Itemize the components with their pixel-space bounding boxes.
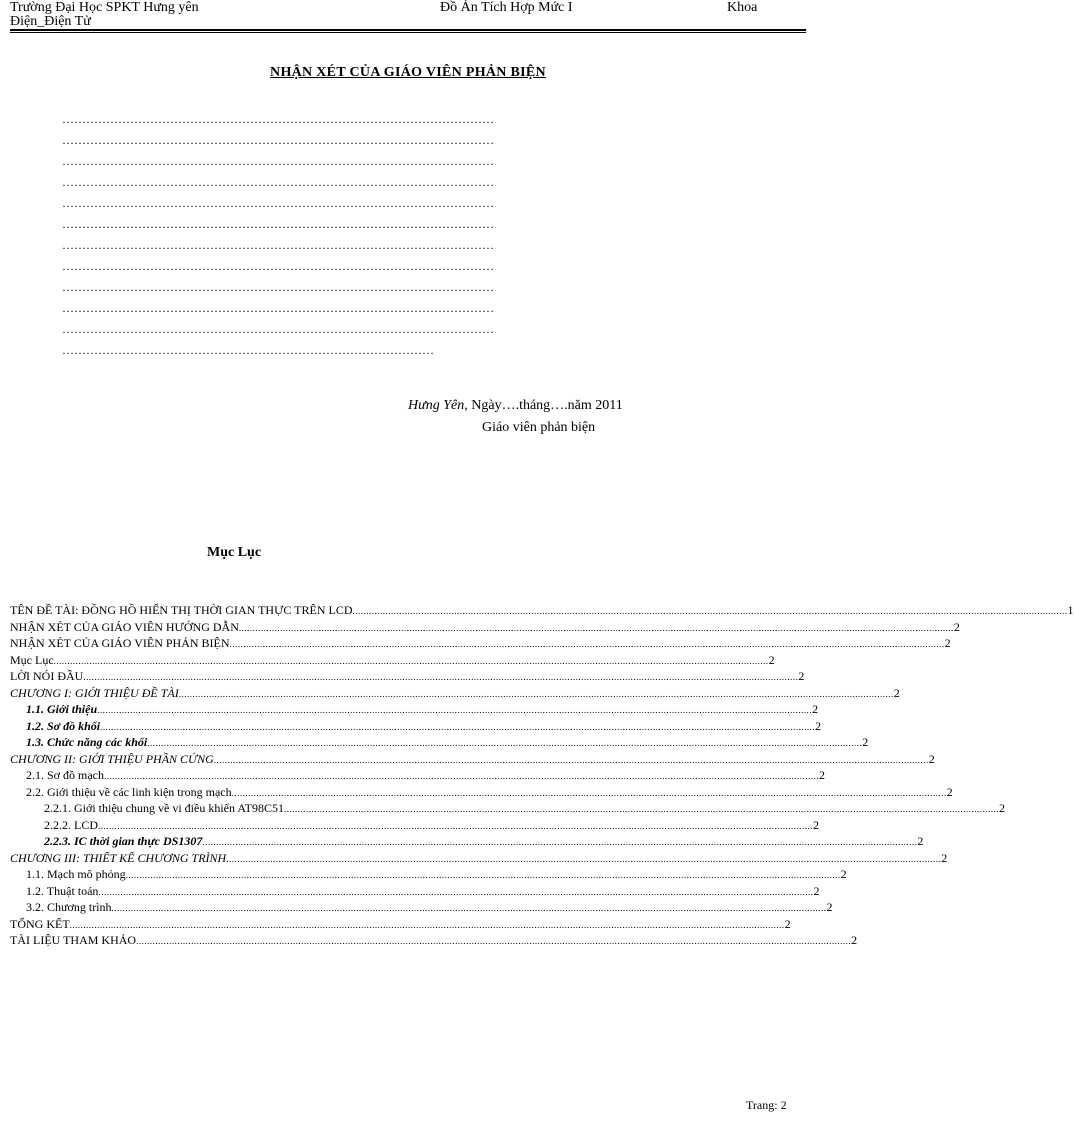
toc-entry-title: 2.2. Giới thiệu về các linh kiện trong mạch xyxy=(26,784,232,799)
toc-dot-leader: .................................................................................................................................................................................................................................................................... xyxy=(111,903,827,913)
dot-line: ……………………………………………………………………………………………… xyxy=(62,112,494,126)
toc-dot-leader: .................................................................................................................................................................................................................................................................... xyxy=(100,721,816,732)
toc-dot-leader: .................................................................................................................................................................................................................................................................... xyxy=(202,837,918,847)
toc-entry-title: 1.1. Giới thiệu xyxy=(26,702,98,716)
toc-entry[interactable] xyxy=(10,800,1005,817)
toc-entry-title: 1.3. Chức năng các khối xyxy=(26,735,148,749)
review-title: NHẬN XÉT CỦA GIÁO VIÊN PHẢN BIỆN xyxy=(270,65,546,80)
toc-entry[interactable] xyxy=(10,817,819,834)
toc-entry[interactable] xyxy=(10,619,960,636)
dot-line: ……………………………………………………………………………………………… xyxy=(62,154,494,168)
toc-entry[interactable] xyxy=(10,652,775,669)
page-number: Trang: 2 xyxy=(746,1098,787,1112)
toc-entry-title: NHẬN XÉT CỦA GIÁO VIÊN PHẢN BIỆN xyxy=(10,636,230,650)
toc-entry[interactable] xyxy=(10,784,953,801)
toc-entry[interactable] xyxy=(10,718,822,735)
toc-entry-title: Mục Lục xyxy=(10,652,54,667)
toc-entry-title: 2.1. Sơ đồ mạch xyxy=(26,768,105,782)
toc-entry[interactable] xyxy=(10,701,819,718)
dot-line: ……………………………………………………………………………………………… xyxy=(62,259,494,273)
toc-entry-title: 1.2. Thuật toán xyxy=(26,883,99,898)
toc-entry-title: TÀI LIỆU THAM KHẢO xyxy=(10,933,137,947)
toc-entry[interactable] xyxy=(10,932,858,949)
toc-entry-page: 1 xyxy=(1067,603,1074,617)
toc-entry[interactable] xyxy=(10,833,924,850)
toc-dot-leader: .................................................................................................................................................................................................................................................................... xyxy=(97,705,813,715)
toc-dot-leader: .................................................................................................................................................................................................................................................................... xyxy=(136,936,852,946)
toc-entry-page: 2 xyxy=(798,669,805,683)
toc-dot-leader: .................................................................................................................................................................................................................................................................... xyxy=(352,606,1068,616)
toc-entry[interactable] xyxy=(10,635,951,652)
toc-entry[interactable] xyxy=(10,866,847,883)
header-school: Trường Đại Học SPKT Hưng yên xyxy=(10,0,199,15)
dot-line: ……………………………………………………………………………………………… xyxy=(62,238,494,252)
toc-entry-page: 2 xyxy=(815,718,822,733)
toc-entry-title: 1.1. Mạch mô phỏng xyxy=(26,867,126,881)
signature-date-line xyxy=(408,398,623,414)
toc-dot-leader: .................................................................................................................................................................................................................................................................... xyxy=(178,688,894,699)
toc-entry-page: 2 xyxy=(999,801,1005,815)
dot-line: ………………………………………………………………………………… xyxy=(62,343,434,357)
toc-entry-page: 2 xyxy=(768,652,775,667)
header-rule-thick xyxy=(10,29,806,31)
toc-entry-title: 1.2. Sơ đồ khối xyxy=(26,718,101,733)
toc-entry-title: CHƯƠNG II: GIỚI THIỆU PHẦN CỨNG xyxy=(10,751,214,766)
toc-entry[interactable] xyxy=(10,751,935,768)
toc-dot-leader: .................................................................................................................................................................................................................................................................... xyxy=(229,639,945,649)
dot-line: ……………………………………………………………………………………………… xyxy=(62,175,494,189)
toc-entry[interactable] xyxy=(10,602,1074,619)
signature-date: , Ngày….tháng….năm 2011 xyxy=(464,398,623,413)
toc-dot-leader: .................................................................................................................................................................................................................................................................... xyxy=(98,820,813,831)
toc-entry-page: 2 xyxy=(953,619,960,634)
toc-dot-leader: .................................................................................................................................................................................................................................................................... xyxy=(98,886,814,897)
toc-entry[interactable] xyxy=(10,668,805,685)
toc-entry-title: LỜI NÓI ĐẦU xyxy=(10,669,84,683)
toc-heading: Mục Lục xyxy=(207,545,262,560)
table-of-contents xyxy=(10,602,1074,949)
toc-entry-title: CHƯƠNG I: GIỚI THIỆU ĐỀ TÀI xyxy=(10,685,179,700)
header-project: Đồ Án Tích Hợp Mức I xyxy=(440,0,573,15)
dot-line: ……………………………………………………………………………………………… xyxy=(62,322,494,336)
toc-entry-title: 2.2.2. LCD xyxy=(44,817,98,832)
toc-entry[interactable] xyxy=(10,916,791,933)
toc-entry-title: NHẬN XÉT CỦA GIÁO VIÊN HƯỚNG DẪN xyxy=(10,619,239,634)
toc-entry-title: 2.2.3. IC thời gian thực DS1307 xyxy=(44,834,203,848)
toc-entry-page: 2 xyxy=(819,768,826,782)
toc-entry-page: 2 xyxy=(917,834,924,848)
toc-entry-page: 2 xyxy=(941,850,948,865)
toc-entry-page: 2 xyxy=(813,883,820,898)
dot-line: ……………………………………………………………………………………………… xyxy=(62,301,494,315)
toc-entry-page: 2 xyxy=(826,900,833,914)
dot-line: ……………………………………………………………………………………………… xyxy=(62,217,494,231)
toc-entry-page: 2 xyxy=(928,751,935,766)
header-department: Điện_Điện Tử xyxy=(10,14,91,29)
toc-entry-page: 2 xyxy=(784,916,791,931)
signature-role: Giáo viên phản biện xyxy=(482,420,596,435)
dot-line: ……………………………………………………………………………………………… xyxy=(62,280,494,294)
toc-dot-leader: .................................................................................................................................................................................................................................................................... xyxy=(147,738,863,748)
toc-entry[interactable] xyxy=(10,685,900,702)
header-rule-thin xyxy=(10,32,806,33)
toc-dot-leader: .................................................................................................................................................................................................................................................................... xyxy=(83,672,799,682)
toc-dot-leader: .................................................................................................................................................................................................................................................................... xyxy=(69,919,785,930)
toc-entry[interactable] xyxy=(10,734,869,751)
toc-dot-leader: .................................................................................................................................................................................................................................................................... xyxy=(104,771,820,781)
toc-entry[interactable] xyxy=(10,883,820,900)
dot-line: ……………………………………………………………………………………………… xyxy=(62,196,494,210)
signature-place: Hưng Yên xyxy=(408,398,465,413)
toc-entry-title: TÊN ĐỀ TÀI: ĐỒNG HỒ HIỂN THỊ THỜI GIAN THỰC TRÊN LCD xyxy=(10,603,353,617)
toc-entry[interactable] xyxy=(10,850,948,867)
toc-entry-title: 3.2. Chương trình xyxy=(26,900,112,914)
toc-dot-leader: .................................................................................................................................................................................................................................................................... xyxy=(53,655,769,666)
toc-entry-page: 2 xyxy=(813,817,819,832)
toc-entry-page: 2 xyxy=(840,867,847,881)
toc-dot-leader: .................................................................................................................................................................................................................................................................... xyxy=(125,870,841,880)
toc-entry-page: 2 xyxy=(946,784,953,799)
dot-line: ……………………………………………………………………………………………… xyxy=(62,133,494,147)
toc-entry-title: TỔNG KẾT xyxy=(10,916,70,931)
toc-entry-title: 2.2.1. Giới thiệu chung về vi điều khiển AT98C51 xyxy=(44,801,284,815)
toc-entry-page: 2 xyxy=(862,735,869,749)
toc-entry-page: 2 xyxy=(812,702,819,716)
review-dot-lines xyxy=(62,109,802,361)
header-khoa: Khoa xyxy=(727,0,758,15)
toc-entry[interactable] xyxy=(10,899,833,916)
toc-entry-page: 2 xyxy=(944,636,951,650)
toc-dot-leader: .................................................................................................................................................................................................................................................................... xyxy=(284,804,999,814)
toc-dot-leader: .................................................................................................................................................................................................................................................................... xyxy=(238,622,954,633)
page-header xyxy=(10,0,806,30)
toc-dot-leader: .................................................................................................................................................................................................................................................................... xyxy=(226,853,942,864)
toc-entry[interactable] xyxy=(10,767,826,784)
toc-dot-leader: .................................................................................................................................................................................................................................................................... xyxy=(213,754,929,765)
toc-entry-page: 2 xyxy=(851,933,858,947)
toc-dot-leader: .................................................................................................................................................................................................................................................................... xyxy=(231,787,947,798)
toc-entry-title: CHƯƠNG III: THIẾT KẾ CHƯƠNG TRÌNH xyxy=(10,850,227,865)
toc-entry-page: 2 xyxy=(893,685,900,700)
